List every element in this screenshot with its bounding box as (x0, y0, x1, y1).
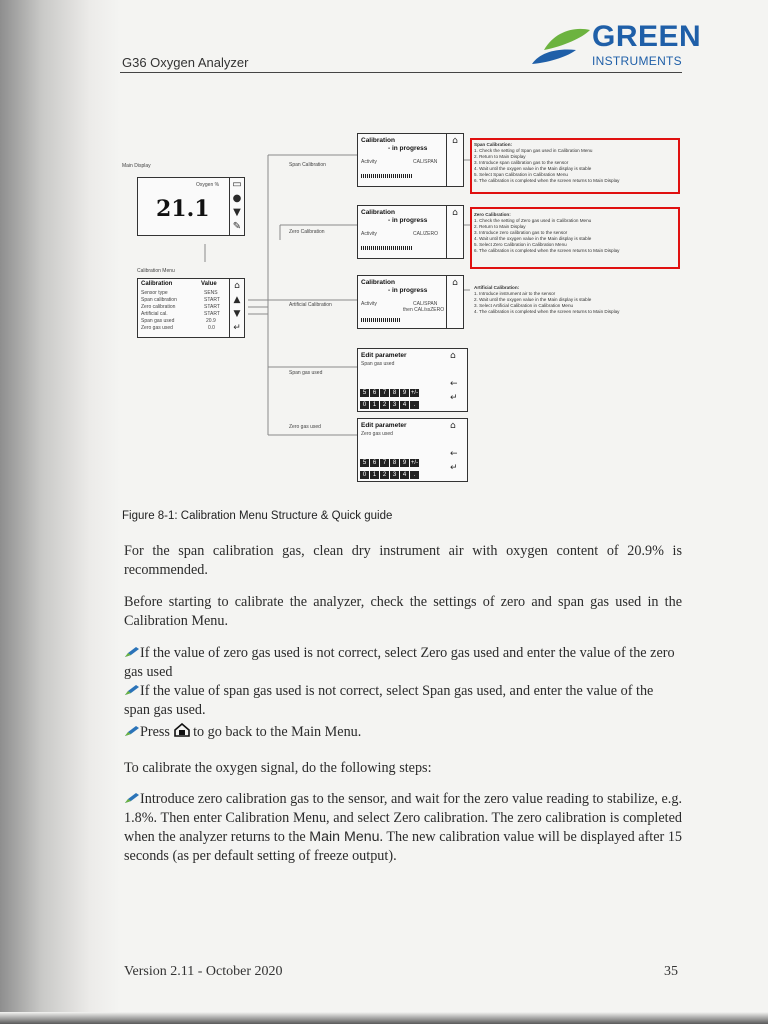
paragraph-check-settings: Before starting to calibrate the analyzer, check the settings of zero and span gas used in the Calibration Menu. (124, 594, 682, 629)
bullet-zero-procedure (124, 790, 682, 866)
calibration-menu-screen (137, 278, 231, 338)
document-title: G36 Oxygen Analyzer (122, 55, 249, 70)
activity-value: CAL/SPAN (413, 301, 438, 307)
pencil-icon (124, 725, 140, 737)
info-step: 5. Select Span Calibration in Calibration Menu (474, 172, 568, 177)
info-title: Span Calibration: (474, 142, 513, 147)
menu-buttons (229, 278, 245, 338)
main-display-screen (137, 177, 231, 236)
main-display-buttons (229, 177, 245, 236)
span-info (474, 142, 674, 184)
menu-row-value: 20.9 (206, 318, 216, 324)
progress-bar (361, 246, 413, 250)
key[interactable]: 3 (390, 401, 399, 409)
key[interactable]: 6 (370, 459, 379, 467)
screen-subtitle: Span gas used (361, 361, 395, 367)
key[interactable]: 8 (390, 459, 399, 467)
scroll-down-icon[interactable]: ▼ (233, 207, 241, 218)
logo-text-instruments: INSTRUMENTS (592, 54, 682, 68)
activity-value: CAL/SPAN (413, 159, 438, 165)
arrow-up-icon[interactable]: ▲ (233, 295, 241, 305)
key[interactable]: +/- (410, 390, 419, 396)
key[interactable]: 2 (380, 471, 389, 479)
progress-bar (361, 174, 413, 178)
enter-icon[interactable]: ↵ (450, 393, 458, 403)
info-step: 1. Check the setting of Zero gas used in Calibration Menu (474, 218, 592, 223)
menu-row-name: Zero calibration (141, 304, 176, 310)
key[interactable]: +/- (410, 460, 419, 466)
info-step: 4. Wait until the oxygen value in the Main display is stable (474, 166, 592, 171)
info-step: 6. The calibration is completed when the screen returns to Main Display (474, 248, 620, 253)
key[interactable]: 1 (370, 471, 379, 479)
info-step: 6. The calibration is completed when the screen returns to Main Display (474, 178, 620, 183)
enter-icon[interactable]: ↵ (233, 323, 241, 333)
menu-row-name: Artificial cal. (141, 311, 168, 317)
pencil-icon (124, 684, 140, 696)
info-step: 4. The calibration is completed when the screen returns to Main Display (474, 309, 620, 314)
zero-screen-buttons (446, 205, 464, 259)
screen-title: Calibration (361, 137, 395, 144)
branch-span-calibration: Span Calibration (289, 162, 326, 168)
pencil-icon (124, 792, 140, 804)
page-number: 35 (664, 964, 678, 979)
key[interactable]: 9 (400, 459, 409, 467)
activity-label: Activity (361, 301, 377, 307)
screen-subtitle: Zero gas used (361, 431, 393, 437)
keypad-bottom-row (360, 463, 420, 481)
logo-text-green: GREEN (592, 20, 702, 53)
backspace-icon[interactable]: ← (450, 449, 458, 459)
home-icon[interactable]: ⌂ (452, 136, 458, 146)
menu-row-value: START (204, 304, 220, 310)
info-step: 5. Select Zero Calibration in Calibration Menu (474, 242, 567, 247)
artificial-info (474, 285, 674, 315)
pencil-icon (124, 646, 140, 658)
key[interactable]: 7 (380, 459, 389, 467)
info-step: 2. Wait until the oxygen value in the Main display is stable (474, 297, 592, 302)
bullet-text: If the value of span gas used is not correct, select Span gas used, and enter the value of the span gas used. (124, 683, 654, 718)
info-title: Zero Calibration: (474, 212, 511, 217)
info-icon[interactable]: ● (232, 193, 242, 204)
backspace-icon[interactable]: ← (450, 379, 458, 389)
zero-info (474, 212, 674, 254)
info-step: 1. Introduce instrument air to the sensor (474, 291, 556, 296)
key[interactable]: 8 (390, 389, 399, 397)
bullet-text: Press (140, 724, 170, 740)
bullet-text: Introduce zero calibration gas to the sensor, and wait for the zero value reading to stabilize, e.g. 1.8%. Then enter Calibration Menu, and select Zero calibration. The zero calibration is completed when the analyzer returns to the (124, 791, 682, 845)
menu-row-name: Span calibration (141, 297, 177, 303)
screen-title: Calibration (361, 279, 395, 286)
artificial-calibration-screen (357, 275, 448, 329)
activity-label: Activity (361, 159, 377, 165)
edit-zero-gas-screen (357, 418, 468, 482)
info-step: 2. Return to Main Display (474, 154, 526, 159)
activity-value-2: then CAL/ssZERO (403, 307, 445, 313)
activity-value: CAL/ZERO (413, 231, 439, 237)
figure-caption: Figure 8-1: Calibration Menu Structure & Quick guide (122, 510, 393, 522)
home-icon[interactable]: ⌂ (452, 208, 458, 218)
bullet-span-gas (124, 682, 682, 720)
branch-zero-calibration: Zero Calibration (289, 229, 325, 235)
edit-span-gas-screen (357, 348, 468, 412)
home-icon[interactable]: ⌂ (450, 421, 456, 431)
info-step: 4. Wait until the oxygen value in the Main display is stable (474, 236, 592, 241)
bullet-text: . The new calibration value will be displayed after 15 seconds (as per default setting of freeze output). (124, 829, 683, 864)
key[interactable]: 1 (370, 401, 379, 409)
wrench-icon[interactable]: ✎ (232, 221, 242, 232)
key[interactable]: . (410, 401, 419, 409)
screen-title: Edit parameter (361, 422, 407, 429)
screen-title: Edit parameter (361, 352, 407, 359)
key[interactable]: 5 (360, 389, 369, 397)
home-icon (174, 723, 190, 737)
menu-col-value: Value (201, 281, 217, 287)
menu-col-calibration: Calibration (141, 281, 173, 287)
info-step: 3. Introduce zero calibration gas to the sensor (474, 230, 568, 235)
key[interactable]: 2 (380, 401, 389, 409)
span-screen-buttons (446, 133, 464, 187)
home-icon[interactable]: ⌂ (450, 351, 456, 361)
oxygen-label: Oxygen % (196, 182, 220, 188)
info-step: 3. Select Artificial Calibration in Calibration Menu (474, 303, 574, 308)
key[interactable]: 6 (370, 389, 379, 397)
oxygen-reading: 21.1 (156, 196, 210, 222)
key[interactable]: 0 (360, 471, 369, 479)
span-calibration-screen (357, 133, 448, 187)
branch-span-gas-used: Span gas used (289, 370, 323, 376)
artificial-screen-buttons (446, 275, 464, 329)
bullet-zero-gas (124, 644, 682, 682)
zero-calibration-screen (357, 205, 448, 259)
branch-zero-gas-used: Zero gas used (289, 424, 321, 430)
progress-bar (361, 318, 401, 322)
enter-icon[interactable]: ↵ (450, 463, 458, 473)
menu-row-name: Zero gas used (141, 325, 173, 331)
page-bottom-shadow (0, 1012, 768, 1024)
paragraph-span-gas: For the span calibration gas, clean dry instrument air with oxygen content of 20.9% is recommended. (124, 543, 682, 578)
key[interactable]: 4 (400, 471, 409, 479)
info-step: 3. Introduce span calibration gas to the sensor (474, 160, 569, 165)
screen-subtitle: - in progress (388, 287, 428, 294)
menu-row-name: Sensor type (141, 290, 168, 296)
chart-icon[interactable]: ▭ (232, 179, 242, 190)
home-icon[interactable]: ⌂ (234, 281, 240, 291)
activity-label: Activity (361, 231, 377, 237)
menu-row-name: Span gas used (141, 318, 175, 324)
arrow-down-icon[interactable]: ▼ (233, 309, 241, 319)
paragraph-steps-intro: To calibrate the oxygen signal, do the following steps: (124, 760, 432, 776)
menu-row-value: 0.0 (208, 325, 215, 331)
screen-subtitle: - in progress (388, 217, 428, 224)
home-icon[interactable]: ⌂ (452, 278, 458, 288)
screen-subtitle: - in progress (388, 145, 428, 152)
info-step: 2. Return to Main Display (474, 224, 526, 229)
main-display-label: Main Display (122, 163, 151, 169)
info-title: Artificial Calibration: (474, 285, 520, 290)
menu-row-value: START (204, 311, 220, 317)
main-menu-term: Main Menu (309, 829, 380, 845)
menu-row-value: SENS (204, 290, 218, 296)
info-step: 1. Check the setting of Span gas used in Calibration Menu (474, 148, 593, 153)
footer-version: Version 2.11 - October 2020 (124, 964, 283, 979)
bullet-press-home (124, 723, 682, 742)
key[interactable]: 7 (380, 389, 389, 397)
key[interactable]: 5 (360, 459, 369, 467)
key[interactable]: 4 (400, 401, 409, 409)
key[interactable]: 3 (390, 471, 399, 479)
menu-row-value: START (204, 297, 220, 303)
key[interactable]: 0 (360, 401, 369, 409)
bullet-text: to go back to the Main Menu. (193, 724, 362, 740)
screen-title: Calibration (361, 209, 395, 216)
branch-artificial-calibration: Artificial Calibration (289, 302, 332, 308)
key[interactable]: 9 (400, 389, 409, 397)
key[interactable]: . (410, 471, 419, 479)
bullet-text: If the value of zero gas used is not correct, select Zero gas used and enter the value of the zero gas used (124, 645, 675, 680)
keypad-bottom-row (360, 393, 420, 411)
calibration-menu-label: Calibration Menu (137, 268, 175, 274)
